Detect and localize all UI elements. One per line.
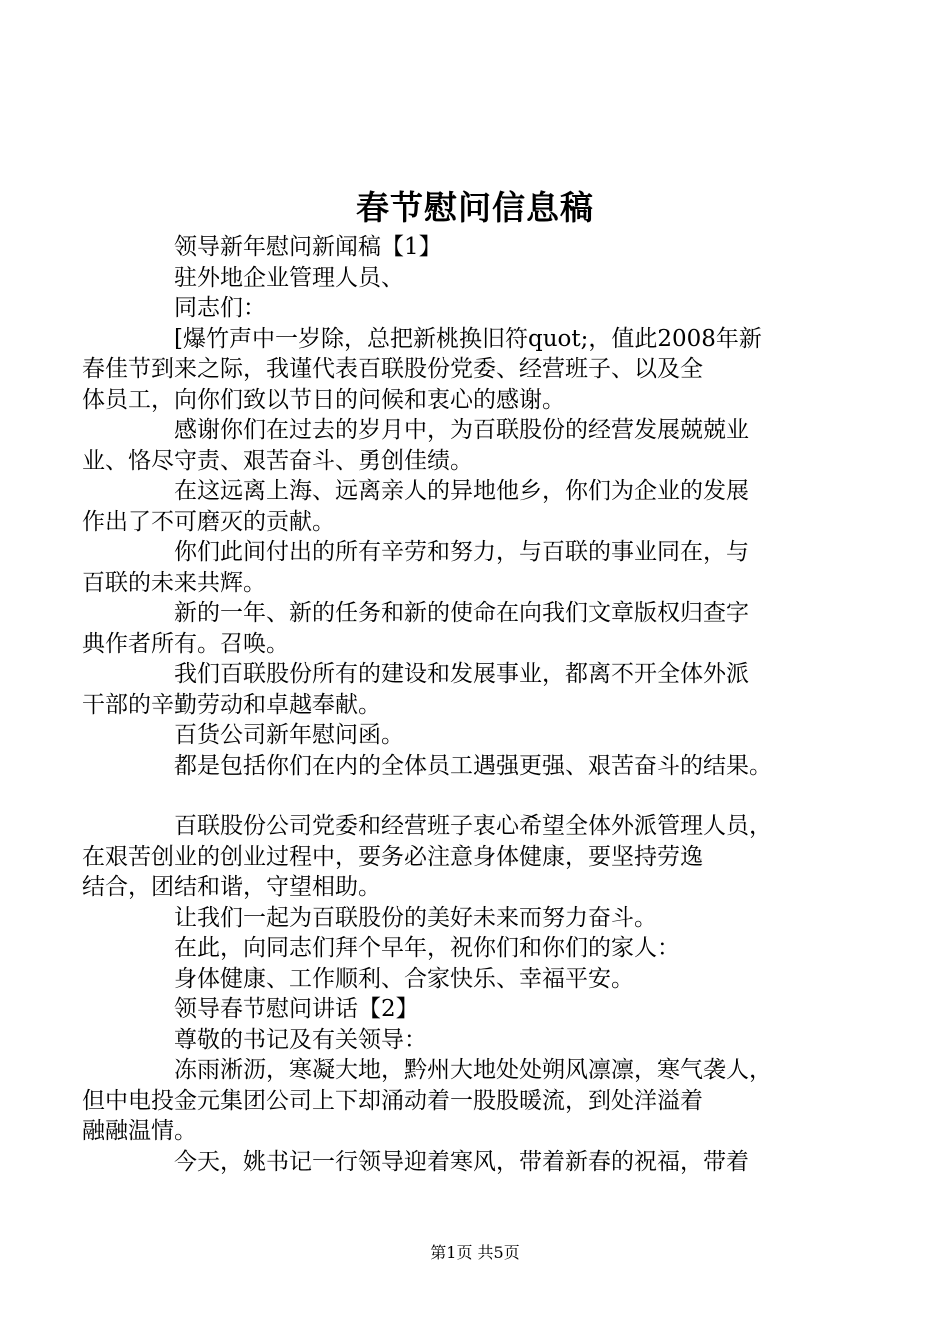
text-line: 都是包括你们在内的全体员工遇强更强、艰苦奋斗的结果。 — [174, 752, 772, 779]
paragraph — [82, 598, 840, 659]
paragraph — [128, 720, 840, 751]
text-line: 今天，姚书记一行领导迎着寒风，带着新春的祝福，带着 — [174, 1148, 749, 1175]
document-body — [82, 232, 840, 1177]
text-line: 作出了不可磨灭的贡献。 — [82, 508, 335, 535]
text-line: 尊敬的书记及有关领导： — [174, 1026, 427, 1053]
paragraph-spacer — [128, 781, 840, 811]
text-line: 冻雨淅沥，寒凝大地，黔州大地处处朔风凛凛，寒气袭人， — [174, 1057, 772, 1083]
paragraph — [128, 1025, 840, 1056]
text-line: 融融温情。 — [82, 1118, 197, 1144]
paragraph — [128, 994, 840, 1025]
text-line: 领导春节慰问讲话【2】 — [174, 996, 419, 1022]
text-line: 结合，团结和谐，守望相助。 — [82, 874, 381, 900]
paragraph — [82, 324, 840, 416]
paragraph — [128, 293, 840, 324]
document-title: 春节慰问信息稿 — [356, 188, 594, 227]
text-line: 驻外地企业管理人员、 — [174, 264, 404, 291]
paragraph — [128, 933, 840, 964]
text-line: 在艰苦创业的创业过程中，要务必注意身体健康，要坚持劳逸 — [82, 843, 703, 870]
paragraph — [82, 659, 840, 720]
paragraph — [82, 415, 840, 476]
text-line: 身体健康、工作顺利、合家快乐、幸福平安。 — [174, 965, 634, 992]
text-line: 体员工，向你们致以节日的问候和衷心的感谢。 — [82, 386, 565, 413]
page-number-footer: 第1页 共5页 — [430, 1243, 520, 1262]
text-line: 典作者所有。召唤。 — [82, 630, 289, 657]
text-line: 干部的辛勤劳动和卓越奉献。 — [82, 691, 381, 718]
text-line: 我们百联股份所有的建设和发展事业，都离不开全体外派 — [174, 661, 749, 687]
text-line: 但中电投金元集团公司上下却涌动着一股股暖流，到处洋溢着 — [82, 1087, 703, 1114]
paragraph — [128, 232, 840, 263]
text-line: [爆竹声中一岁除，总把新桃换旧符quot;，值此2008年新 — [174, 325, 762, 352]
paragraph — [128, 903, 840, 934]
text-line: 领导新年慰问新闻稿【1】 — [174, 234, 442, 260]
paragraph — [82, 476, 840, 537]
text-line: 在此，向同志们拜个早年，祝你们和你们的家人： — [174, 935, 680, 961]
text-line: 百联的未来共辉。 — [82, 569, 266, 596]
paragraph — [128, 751, 840, 782]
paragraph — [82, 537, 840, 598]
text-line: 感谢你们在过去的岁月中，为百联股份的经营发展兢兢业 — [174, 417, 749, 443]
paragraph — [82, 811, 840, 903]
paragraph — [82, 1055, 840, 1147]
text-line: 业、恪尽守责、艰苦奋斗、勇创佳绩。 — [82, 447, 473, 474]
paragraph — [128, 1147, 840, 1178]
text-line: 百联股份公司党委和经营班子衷心希望全体外派管理人员， — [174, 813, 772, 839]
text-line: 春佳节到来之际，我谨代表百联股份党委、经营班子、以及全 — [82, 356, 703, 382]
paragraph — [128, 964, 840, 995]
text-line: 让我们一起为百联股份的美好未来而努力奋斗。 — [174, 904, 657, 931]
text-line: 百货公司新年慰问函。 — [174, 722, 404, 748]
text-line: 新的一年、新的任务和新的使命在向我们文章版权归查字 — [174, 600, 749, 626]
paragraph — [128, 263, 840, 294]
text-line: 同志们： — [174, 295, 266, 321]
text-line: 在这远离上海、远离亲人的异地他乡，你们为企业的发展 — [174, 478, 749, 504]
text-line: 你们此间付出的所有辛劳和努力，与百联的事业同在，与 — [174, 539, 749, 565]
